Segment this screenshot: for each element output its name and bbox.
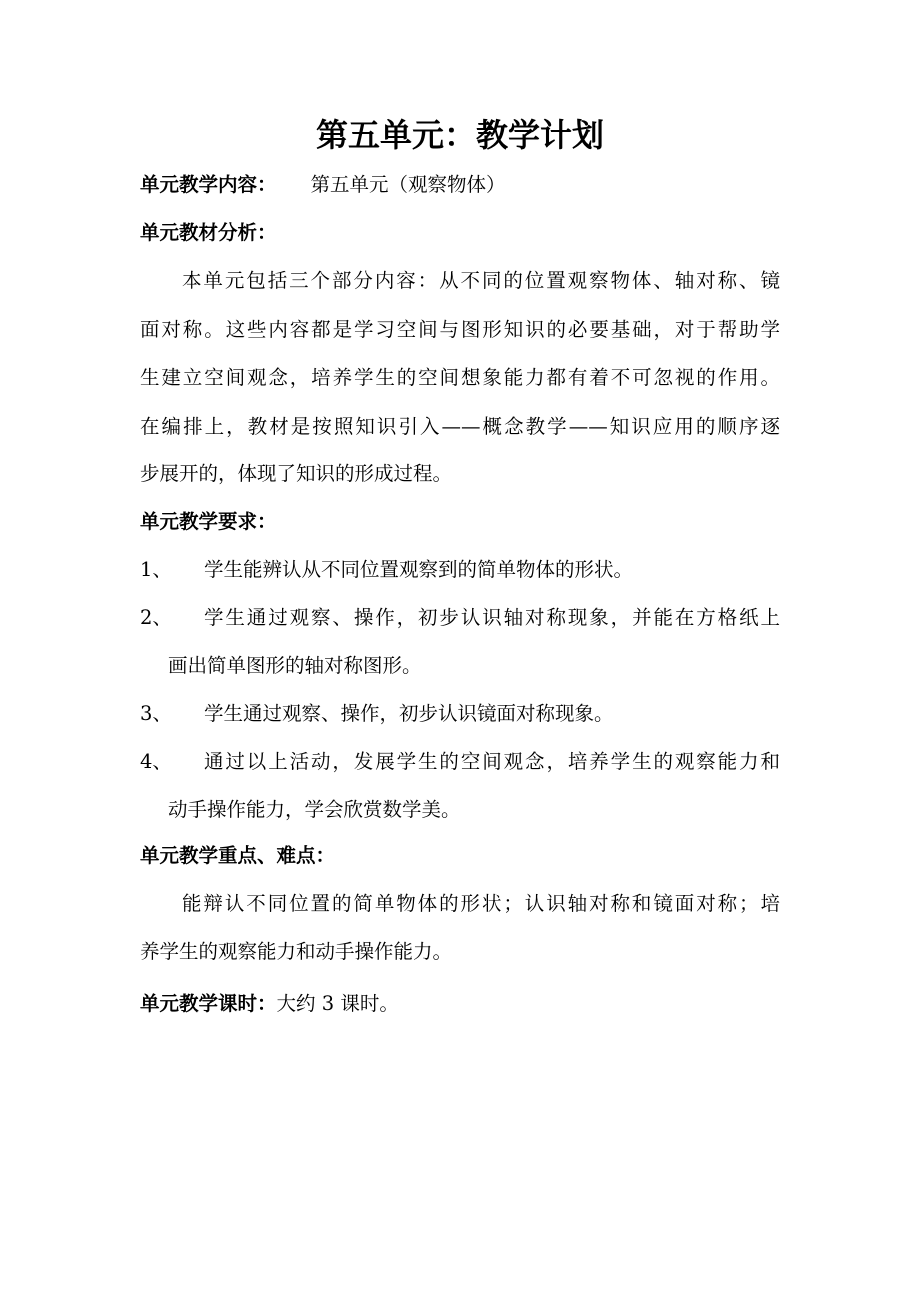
requirement-2-text-cont: 画出简单图形的轴对称图形。 bbox=[168, 654, 422, 677]
requirement-1-number: 1、 bbox=[140, 558, 172, 581]
hours-label: 单元教学课时： bbox=[140, 992, 277, 1015]
hours-value: 大约 3 课时。 bbox=[276, 992, 399, 1015]
content-row bbox=[140, 172, 506, 198]
requirement-2-number: 2、 bbox=[140, 606, 172, 629]
hours-row bbox=[140, 991, 399, 1017]
analysis-line-2: 面对称。这些内容都是学习空间与图形知识的必要基础，对于帮助学 bbox=[140, 318, 780, 341]
requirement-3-text: 学生通过观察、操作，初步认识镜面对称现象。 bbox=[204, 702, 614, 725]
analysis-line-1: 本单元包括三个部分内容：从不同的位置观察物体、轴对称、镜 bbox=[182, 269, 780, 292]
requirement-4-text-cont: 动手操作能力，学会欣赏数学美。 bbox=[168, 798, 461, 821]
requirement-3-number: 3、 bbox=[140, 702, 172, 725]
analysis-heading: 单元教材分析： bbox=[140, 221, 277, 244]
analysis-line-4: 在编排上，教材是按照知识引入——概念教学——知识应用的顺序逐 bbox=[140, 415, 780, 438]
keypoints-line-2: 养学生的观察能力和动手操作能力。 bbox=[140, 940, 453, 963]
requirement-4-number: 4、 bbox=[140, 750, 172, 773]
keypoints-heading: 单元教学重点、难点： bbox=[140, 844, 336, 867]
requirement-4-text: 通过以上活动，发展学生的空间观念，培养学生的观察能力和 bbox=[204, 750, 780, 773]
keypoints-line-1: 能辩认不同位置的简单物体的形状；认识轴对称和镜面对称；培 bbox=[182, 892, 780, 915]
content-value: 第五单元（观察物体） bbox=[310, 173, 506, 196]
content-label: 单元教学内容： bbox=[140, 173, 277, 196]
requirements-heading: 单元教学要求： bbox=[140, 510, 277, 533]
page-title: 第五单元：教学计划 bbox=[315, 116, 604, 154]
requirement-1-text: 学生能辨认从不同位置观察到的简单物体的形状。 bbox=[204, 558, 634, 581]
requirement-2-text: 学生通过观察、操作，初步认识轴对称现象，并能在方格纸上 bbox=[204, 606, 780, 629]
analysis-line-3: 生建立空间观念，培养学生的空间想象能力都有着不可忽视的作用。 bbox=[140, 366, 780, 389]
analysis-line-5: 步展开的，体现了知识的形成过程。 bbox=[140, 462, 453, 485]
